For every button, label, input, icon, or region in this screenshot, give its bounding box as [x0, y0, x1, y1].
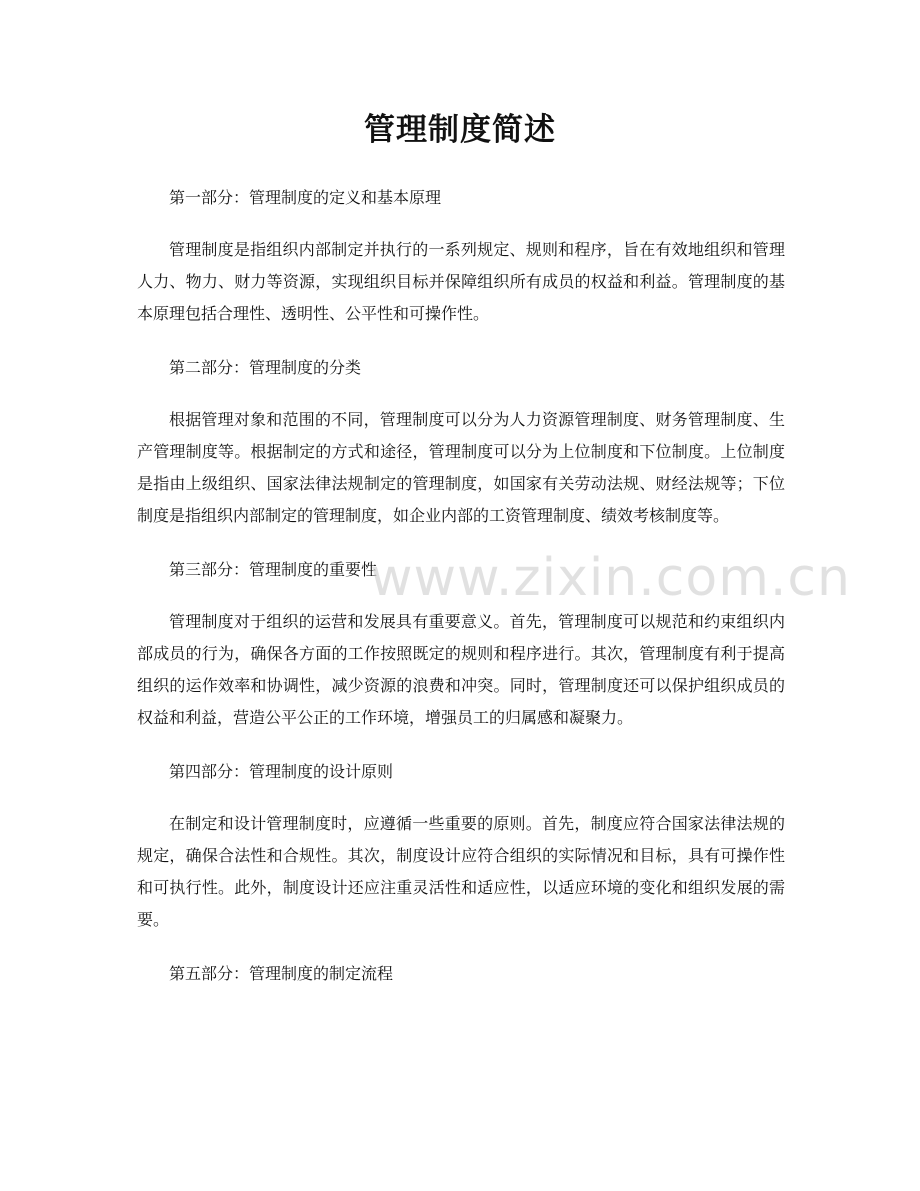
watermark: www.zixin.com.cn: [370, 548, 851, 608]
document-body: [137, 182, 785, 1010]
section-heading-5: 第五部分：管理制度的制定流程: [169, 964, 394, 983]
section-paragraph-4: 在制定和设计管理制度时，应遵循一些重要的原则。首先，制度应符合国家法律法规的规定，确保合法性和合规性。其次，制度设计应符合组织的实际情况和目标，具有可操作性和可执行性。此外，制度设计还应注重灵活性和适应性，以适应环境的变化和组织发展的需要。: [137, 814, 785, 929]
section-paragraph-1: 管理制度是指组织内部制定并执行的一系列规定、规则和程序，旨在有效地组织和管理人力、物力、财力等资源，实现组织目标并保障组织所有成员的权益和利益。管理制度的基本原理包括合理性、透明性、公平性和可操作性。: [137, 240, 785, 323]
section-heading-4: 第四部分：管理制度的设计原则: [169, 762, 394, 781]
section-paragraph-3: 管理制度对于组织的运营和发展具有重要意义。首先，管理制度可以规范和约束组织内部成员的行为，确保各方面的工作按照既定的规则和程序进行。其次，管理制度有利于提高组织的运作效率和协调性，减少资源的浪费和冲突。同时，管理制度还可以保护组织成员的权益和利益，营造公平公正的工作环境，增强员工的归属感和凝聚力。: [137, 612, 785, 727]
section-paragraph-2: 根据管理对象和范围的不同，管理制度可以分为人力资源管理制度、财务管理制度、生产管理制度等。根据制定的方式和途径，管理制度可以分为上位制度和下位制度。上位制度是指由上级组织、国家法律法规制定的管理制度，如国家有关劳动法规、财经法规等；下位制度是指组织内部制定的管理制度，如企业内部的工资管理制度、绩效考核制度等。: [137, 410, 785, 525]
section-heading-2: 第二部分：管理制度的分类: [169, 358, 362, 377]
section-heading-1: 第一部分：管理制度的定义和基本原理: [169, 188, 442, 207]
document-title: 管理制度简述: [364, 112, 556, 148]
section-heading-3: 第三部分：管理制度的重要性: [169, 560, 378, 579]
